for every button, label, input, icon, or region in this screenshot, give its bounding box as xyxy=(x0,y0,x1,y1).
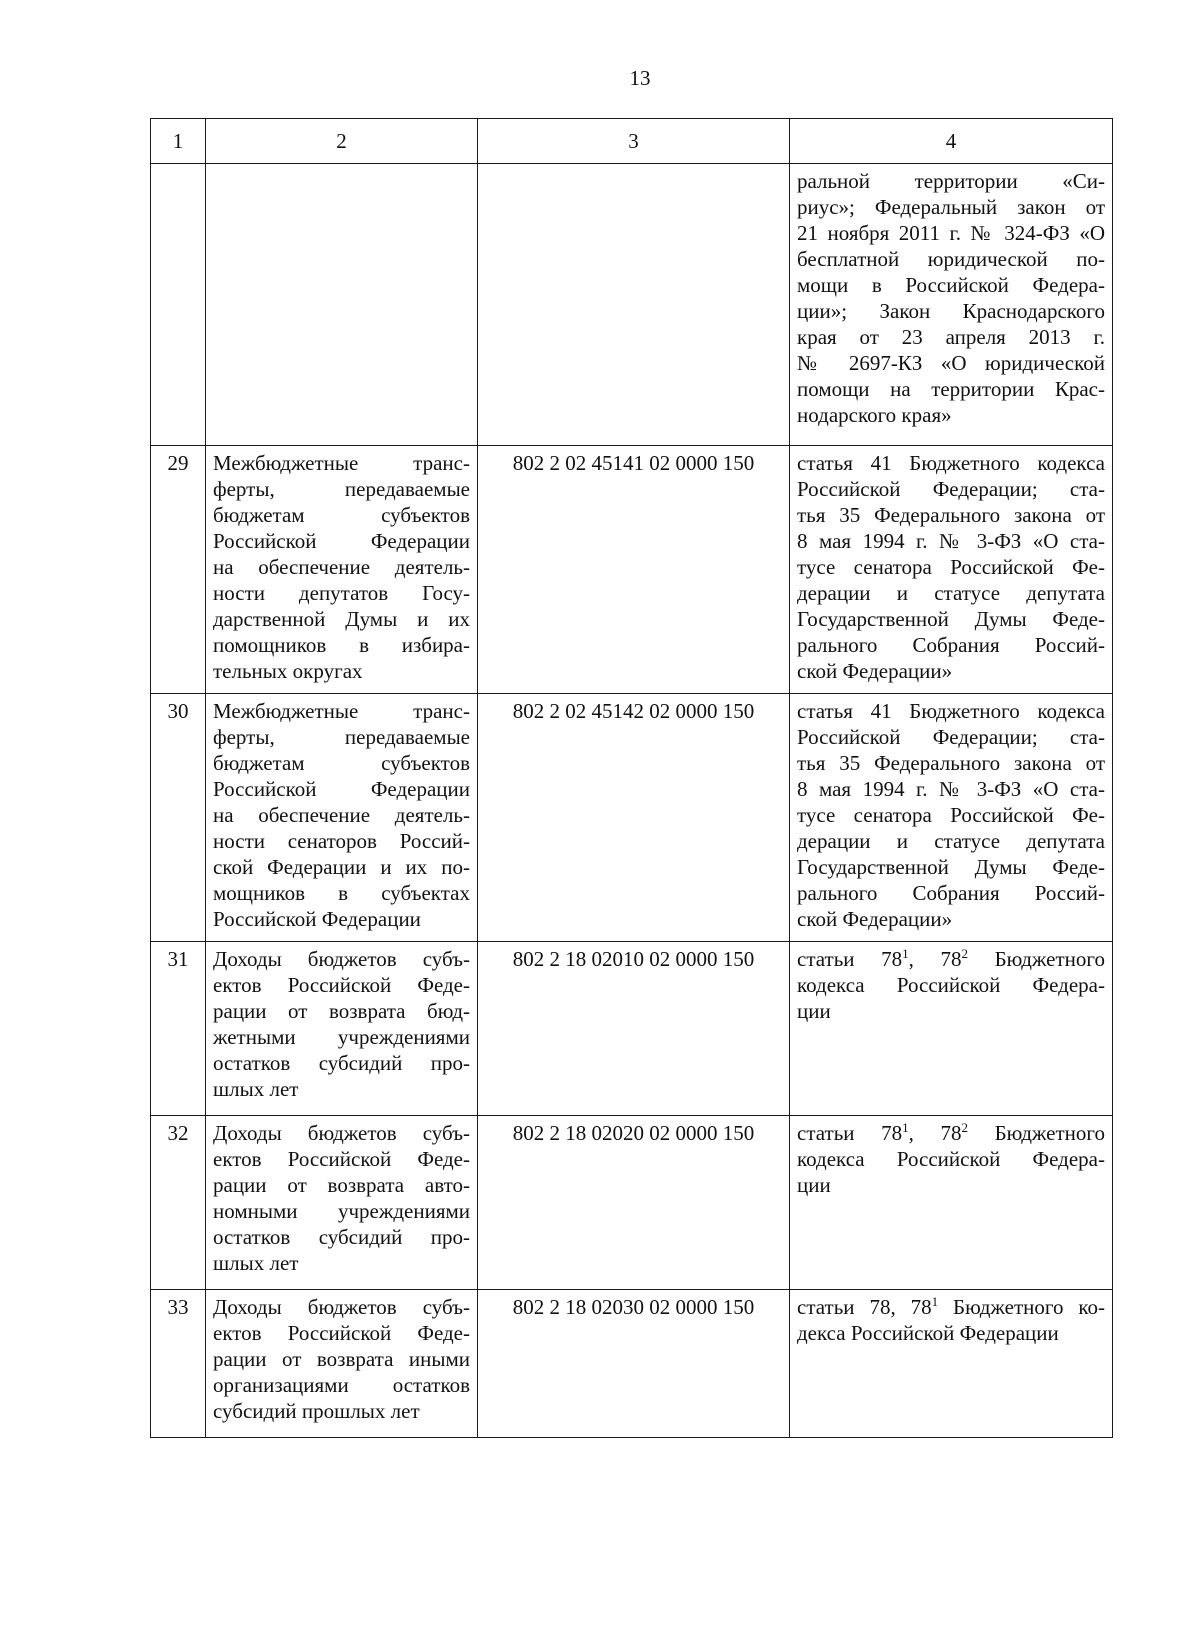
table-row-continuation xyxy=(151,164,1113,446)
cell-basis xyxy=(790,694,1113,942)
text-line: Доходы бюджетов субъ- xyxy=(213,1121,470,1145)
text-line: тусе сенатора Российской Фе- xyxy=(797,803,1105,827)
text-line: ности депутатов Госу- xyxy=(213,581,470,605)
cell-basis xyxy=(790,1116,1113,1290)
text-line: ской Федерации» xyxy=(797,907,953,931)
text-line: ской Федерации» xyxy=(797,659,953,683)
text-line: жетными учреждениями xyxy=(213,1025,470,1049)
text-line: помощников в избира- xyxy=(213,633,470,657)
text-line: статьи 78, $78^1$ Бюджетного ко- xyxy=(797,1294,1105,1319)
text-line: кодекса Российской Федера- xyxy=(797,1147,1105,1171)
revenue-table xyxy=(150,118,1113,1438)
text-line: бесплатной юридической по- xyxy=(797,247,1105,271)
text-line: рации от возврата авто- xyxy=(213,1173,470,1197)
text-line: ции xyxy=(797,1173,831,1197)
cell-num: 31 xyxy=(151,942,206,1116)
cell-code: 802 2 02 45141 02 0000 150 xyxy=(478,446,790,694)
text-line: бюджетам субъектов xyxy=(213,503,470,527)
text-line: 8 мая 1994 г. № 3-ФЗ «О ста- xyxy=(797,529,1105,553)
text-line: Доходы бюджетов субъ- xyxy=(213,1295,470,1319)
text-line: Российской Федерации xyxy=(213,777,470,801)
text-line: Межбюджетные транс- xyxy=(213,451,470,475)
text-line: мощников в субъектах xyxy=(213,881,470,905)
text-line: Российской Федерации xyxy=(213,529,470,553)
text-line: кодекса Российской Федера- xyxy=(797,973,1105,997)
text-line: Российской Федерации xyxy=(213,907,421,931)
cell-basis xyxy=(790,1290,1113,1438)
text-line: ности сенаторов Россий- xyxy=(213,829,470,853)
text-line: Государственной Думы Феде- xyxy=(797,607,1105,631)
text-line: статьи $78^1$, $78^2$ Бюджетного xyxy=(797,946,1105,971)
cell-name xyxy=(206,694,478,942)
text-line: бюджетам субъектов xyxy=(213,751,470,775)
text-line: декса Российской Федерации xyxy=(797,1321,1059,1345)
text-line: Доходы бюджетов субъ- xyxy=(213,947,470,971)
text-line: тусе сенатора Российской Фе- xyxy=(797,555,1105,579)
cell-basis xyxy=(790,446,1113,694)
text-line: статьи $78^1$, $78^2$ Бюджетного xyxy=(797,1120,1105,1145)
cell-code: 802 2 18 02030 02 0000 150 xyxy=(478,1290,790,1438)
text-line: 21 ноября 2011 г. № 324-ФЗ «О xyxy=(797,221,1105,245)
cell-code: 802 2 18 02010 02 0000 150 xyxy=(478,942,790,1116)
text-line: Межбюджетные транс- xyxy=(213,699,470,723)
text-line: статья 41 Бюджетного кодекса xyxy=(797,699,1105,723)
header-col-1: 1 xyxy=(151,119,206,164)
text-line: дарственной Думы и их xyxy=(213,607,470,631)
text-line: ектов Российской Феде- xyxy=(213,973,470,997)
text-line: тья 35 Федерального закона от xyxy=(797,751,1105,775)
header-row xyxy=(151,119,1113,164)
cell-name xyxy=(206,1290,478,1438)
text-line: мощи в Российской Федера- xyxy=(797,273,1105,297)
text-line: на обеспечение деятель- xyxy=(213,555,470,579)
text-line: рации от возврата бюд- xyxy=(213,999,470,1023)
text-line: остатков субсидий про- xyxy=(213,1225,470,1249)
text-line: субсидий прошлых лет xyxy=(213,1399,420,1423)
text-line: края от 23 апреля 2013 г. xyxy=(797,325,1105,349)
cell-code xyxy=(478,164,790,446)
text-line: ектов Российской Феде- xyxy=(213,1321,470,1345)
text-line: ферты, передаваемые xyxy=(213,477,470,501)
text-line: дерации и статусе депутата xyxy=(797,829,1105,853)
cell-name xyxy=(206,942,478,1116)
cell-num: 30 xyxy=(151,694,206,942)
text-line: рального Собрания Россий- xyxy=(797,633,1105,657)
text-line: тельных округах xyxy=(213,659,363,683)
header-col-3: 3 xyxy=(478,119,790,164)
text-line: рации от возврата иными xyxy=(213,1347,470,1371)
text-line: ции xyxy=(797,999,831,1023)
text-line: Российской Федерации; ста- xyxy=(797,477,1105,501)
header-col-4: 4 xyxy=(790,119,1113,164)
table-row xyxy=(151,694,1113,942)
text-line: ральной территории «Си- xyxy=(797,169,1105,193)
text-line: дерации и статусе депутата xyxy=(797,581,1105,605)
cell-code: 802 2 18 02020 02 0000 150 xyxy=(478,1116,790,1290)
text-line: организациями остатков xyxy=(213,1373,470,1397)
cell-name xyxy=(206,446,478,694)
cell-num xyxy=(151,164,206,446)
text-line: ферты, передаваемые xyxy=(213,725,470,749)
text-line: ской Федерации и их по- xyxy=(213,855,470,879)
cell-code: 802 2 02 45142 02 0000 150 xyxy=(478,694,790,942)
text-line: помощи на территории Крас- xyxy=(797,377,1105,401)
text-line: на обеспечение деятель- xyxy=(213,803,470,827)
cell-name xyxy=(206,1116,478,1290)
cell-num: 29 xyxy=(151,446,206,694)
text-line: шлых лет xyxy=(213,1251,299,1275)
header-col-2: 2 xyxy=(206,119,478,164)
text-line: ции»; Закон Краснодарского xyxy=(797,299,1105,323)
text-line: 8 мая 1994 г. № 3-ФЗ «О ста- xyxy=(797,777,1105,801)
text-line: тья 35 Федерального закона от xyxy=(797,503,1105,527)
text-line: ектов Российской Феде- xyxy=(213,1147,470,1171)
cell-num: 33 xyxy=(151,1290,206,1438)
cell-name xyxy=(206,164,478,446)
text-line: Российской Федерации; ста- xyxy=(797,725,1105,749)
table-row xyxy=(151,1116,1113,1290)
text-line: Государственной Думы Феде- xyxy=(797,855,1105,879)
text-line: статья 41 Бюджетного кодекса xyxy=(797,451,1105,475)
cell-num: 32 xyxy=(151,1116,206,1290)
cell-basis xyxy=(790,942,1113,1116)
text-line: номными учреждениями xyxy=(213,1199,470,1223)
table-row xyxy=(151,942,1113,1116)
text-line: № 2697-КЗ «О юридической xyxy=(797,351,1105,375)
text-line: нодарского края» xyxy=(797,403,952,427)
text-line: шлых лет xyxy=(213,1077,299,1101)
table-row xyxy=(151,446,1113,694)
text-line: рального Собрания Россий- xyxy=(797,881,1105,905)
text-line: риус»; Федеральный закон от xyxy=(797,195,1105,219)
table-row xyxy=(151,1290,1113,1438)
page-number: 13 xyxy=(629,66,651,90)
text-line: остатков субсидий про- xyxy=(213,1051,470,1075)
cell-basis xyxy=(790,164,1113,446)
